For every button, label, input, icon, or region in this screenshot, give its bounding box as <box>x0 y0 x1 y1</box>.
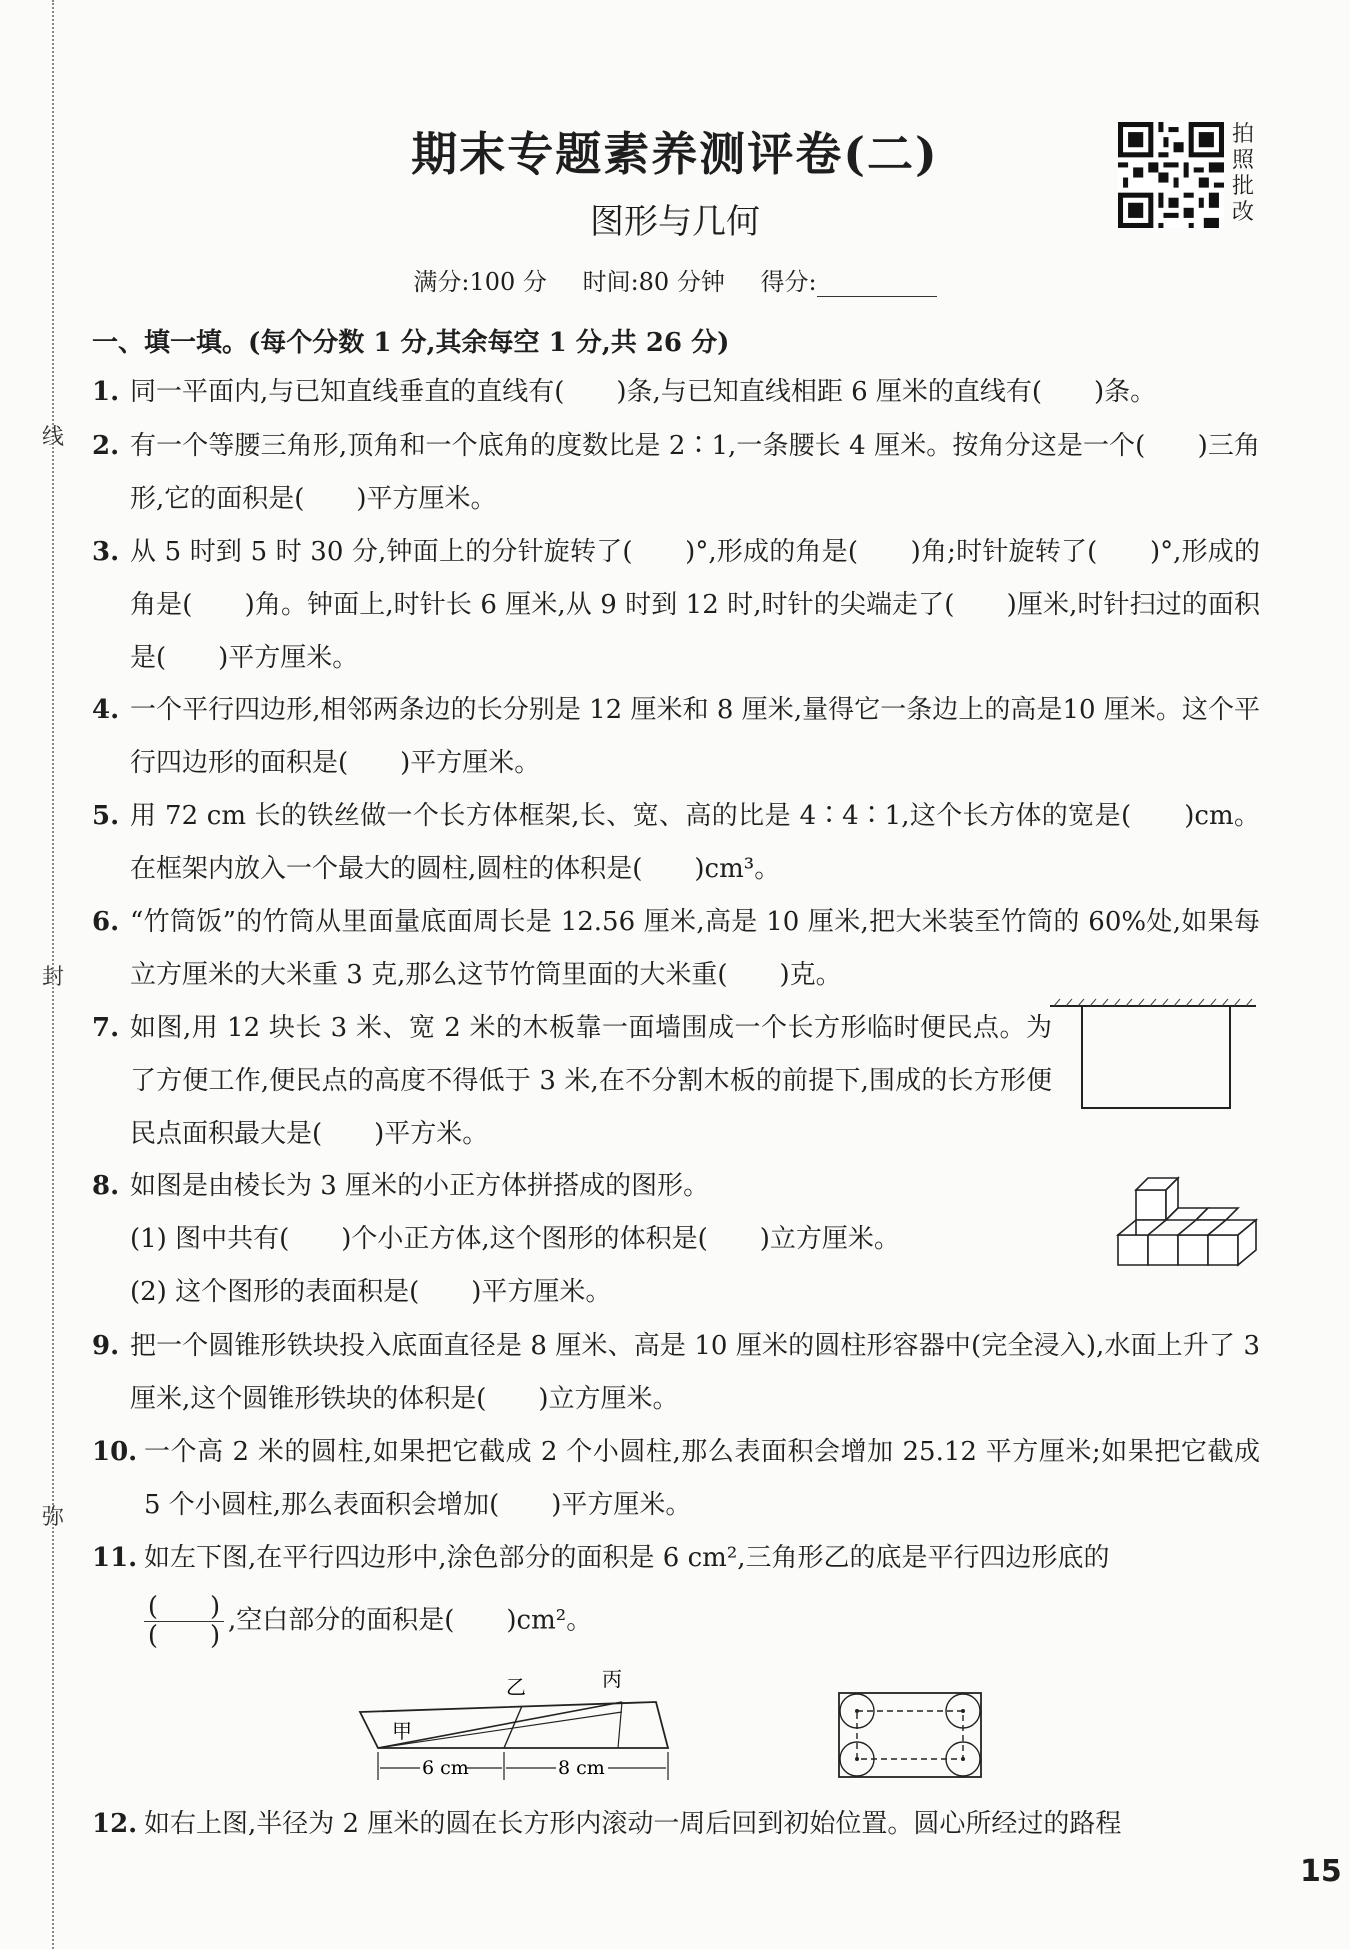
label-jia: 甲 <box>392 1719 412 1743</box>
question-text[interactable]: “竹筒饭”的竹筒从里面量底面周长是 12.56 厘米,高是 10 厘米,把大米装至竹筒的 60%处,如果每立方厘米的大米重 3 克,那么这节竹筒里面的大米重( )克。 <box>130 907 1260 990</box>
wall-enclosure-figure <box>1046 996 1260 1116</box>
label-bing: 丙 <box>602 1668 622 1691</box>
page-number: 15 <box>1300 1854 1342 1889</box>
question-11-line2[interactable] <box>144 1593 1260 1650</box>
exam-time: 时间:80 分钟 <box>582 268 725 296</box>
dim-right: 8 cm <box>558 1757 605 1779</box>
question-number: 11. <box>92 1543 138 1573</box>
question-number: 3. <box>92 537 120 567</box>
question-text[interactable]: 如图是由棱长为 3 厘米的小正方体拼搭成的图形。 <box>130 1171 710 1201</box>
question-text[interactable]: 同一平面内,与已知直线垂直的直线有( )条,与已知直线相距 6 厘米的直线有( )条。 <box>130 377 1157 407</box>
question-5 <box>92 790 1260 896</box>
parallelogram-figure <box>356 1668 676 1780</box>
score-blank[interactable] <box>817 276 937 297</box>
question-2 <box>92 420 1260 526</box>
question-number: 10. <box>92 1437 138 1467</box>
question-text[interactable]: 有一个等腰三角形,顶角和一个底角的度数比是 2∶1,一条腰长 4 厘米。按角分这是一个( )三角形,它的面积是( )平方厘米。 <box>130 431 1260 514</box>
question-text[interactable]: 用 72 cm 长的铁丝做一个长方体框架,长、宽、高的比是 4∶4∶1,这个长方体的宽是( )cm。在框架内放入一个最大的圆柱,圆柱的体积是( )cm³。 <box>130 801 1260 884</box>
question-8-sub2[interactable]: (2) 这个图形的表面积是( )平方厘米。 <box>130 1277 612 1307</box>
question-number: 8. <box>92 1171 120 1201</box>
question-number: 9. <box>92 1331 120 1361</box>
question-text[interactable]: 一个平行四边形,相邻两条边的长分别是 12 厘米和 8 厘米,量得它一条边上的高是10 厘米。这个平行四边形的面积是( )平方厘米。 <box>130 695 1260 778</box>
fraction-blank[interactable] <box>144 1593 224 1650</box>
question-text[interactable]: 一个高 2 米的圆柱,如果把它截成 2 个小圆柱,那么表面积会增加 25.12 平方厘米;如果把它截成 5 个小圆柱,那么表面积会增加( )平方厘米。 <box>144 1437 1260 1520</box>
cube-stack-figure <box>1116 1160 1266 1270</box>
fraction-numerator: ( ) <box>147 1592 221 1622</box>
label-yi: 乙 <box>506 1675 526 1699</box>
question-7 <box>92 1002 1052 1161</box>
question-11-text2: ,空白部分的面积是( )cm²。 <box>228 1605 593 1636</box>
question-text[interactable]: 从 5 时到 5 时 30 分,钟面上的分针旋转了( )°,形成的角是( )角;时针旋转了( )°,形成的角是( )角。钟面上,时针长 6 厘米,从 9 时到 12 时,时针的尖端走了( )厘米,时针扫过的面积是( )平方厘米。 <box>130 537 1260 673</box>
question-number: 6. <box>92 907 120 937</box>
binding-mark-seal: 封 <box>42 965 65 990</box>
question-4 <box>92 684 1260 790</box>
page-subtitle: 图形与几何 <box>590 202 760 242</box>
question-8-sub1[interactable]: (1) 图中共有( )个小正方体,这个图形的体积是( )立方厘米。 <box>130 1224 900 1254</box>
qr-label: 拍照批改 <box>1232 122 1255 225</box>
question-9 <box>92 1320 1260 1426</box>
question-10 <box>92 1426 1260 1532</box>
question-number: 4. <box>92 695 120 725</box>
fraction-denominator: ( ) <box>147 1621 221 1651</box>
question-number: 1. <box>92 377 120 407</box>
full-score: 满分:100 分 <box>413 268 547 296</box>
question-text[interactable]: 如左下图,在平行四边形中,涂色部分的面积是 6 cm²,三角形乙的底是平行四边形底的 <box>144 1543 1110 1573</box>
page-title: 期末专题素养测评卷(二) <box>411 127 939 181</box>
section-heading: 一、填一填。(每个分数 1 分,其余每空 1 分,共 26 分) <box>92 328 730 358</box>
question-6 <box>92 896 1260 1002</box>
question-1 <box>92 366 1260 419</box>
qr-code-icon[interactable] <box>1118 122 1224 228</box>
exam-meta <box>0 262 1350 297</box>
binding-mark-line: 线 <box>42 425 65 450</box>
question-number: 7. <box>92 1013 120 1043</box>
question-number: 12. <box>92 1809 138 1839</box>
question-number: 2. <box>92 431 120 461</box>
question-text[interactable]: 如图,用 12 块长 3 米、宽 2 米的木板靠一面墙围成一个长方形临时便民点。为了方便工作,便民点的高度不得低于 3 米,在不分割木板的前提下,围成的长方形便民点面积最大是( )平方米。 <box>130 1013 1052 1149</box>
question-number: 5. <box>92 801 120 831</box>
question-text[interactable]: 如右上图,半径为 2 厘米的圆在长方形内滚动一周后回到初始位置。圆心所经过的路程 <box>144 1809 1122 1839</box>
question-8 <box>92 1160 1092 1319</box>
question-3 <box>92 526 1260 685</box>
score-field[interactable] <box>760 268 936 296</box>
question-12 <box>92 1798 1260 1851</box>
question-11 <box>92 1532 1260 1650</box>
dim-left: 6 cm <box>422 1757 469 1779</box>
rolling-circle-figure <box>836 1690 984 1780</box>
score-label: 得分: <box>760 268 817 296</box>
question-text[interactable]: 把一个圆锥形铁块投入底面直径是 8 厘米、高是 10 厘米的圆柱形容器中(完全浸入),水面上升了 3 厘米,这个圆锥形铁块的体积是( )立方厘米。 <box>130 1331 1260 1414</box>
binding-mark-seal2: 弥 <box>42 1505 65 1530</box>
